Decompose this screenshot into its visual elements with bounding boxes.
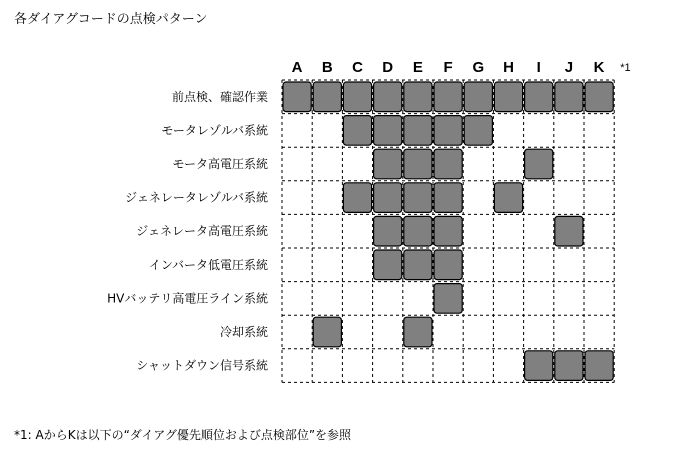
row-label: 冷却系統 <box>219 325 268 339</box>
row-label: ジェネレータレゾルバ系統 <box>125 190 268 205</box>
row-label: ジェネレータ高電圧系統 <box>136 224 268 239</box>
filled-cell-d <box>374 149 402 179</box>
filled-cell-f <box>434 116 462 146</box>
filled-cell-h <box>494 183 522 213</box>
filled-cell-d <box>374 250 402 280</box>
filled-cell-h <box>494 82 522 112</box>
filled-cell-e <box>404 216 432 246</box>
row-label: インバータ低電圧系統 <box>148 257 268 272</box>
filled-cell-i <box>525 351 553 381</box>
filled-cell-j <box>555 82 583 112</box>
footnote: *1: AからKは以下の“ダイアグ優先順位および点検部位”を参照 <box>14 428 352 442</box>
filled-cell-c <box>343 183 371 213</box>
column-label-b: B <box>321 59 333 76</box>
filled-cell-g <box>464 82 492 112</box>
filled-cell-k <box>585 82 613 112</box>
filled-cell-j <box>555 351 583 381</box>
filled-cell-f <box>434 250 462 280</box>
row-label: シャットダウン信号系統 <box>136 358 268 373</box>
row-label: モータ高電圧系統 <box>172 157 268 171</box>
filled-cell-f <box>434 216 462 246</box>
filled-cell-i <box>525 149 553 179</box>
filled-cell-j <box>555 216 583 246</box>
filled-cell-a <box>283 82 311 112</box>
row-label: モータレゾルバ系統 <box>161 123 268 138</box>
filled-cell-f <box>434 82 462 112</box>
filled-cell-f <box>434 183 462 213</box>
filled-cell-c <box>343 82 371 112</box>
column-label-f: F <box>443 59 453 76</box>
filled-cell-d <box>374 216 402 246</box>
filled-cell-e <box>404 82 432 112</box>
filled-cell-d <box>374 183 402 213</box>
column-label-h: H <box>503 59 514 76</box>
filled-cell-f <box>434 284 462 314</box>
filled-cell-e <box>404 250 432 280</box>
column-label-i: I <box>536 59 541 76</box>
filled-cell-d <box>374 116 402 146</box>
filled-cell-c <box>343 116 371 146</box>
column-label-k: K <box>593 59 605 76</box>
filled-cell-k <box>585 351 613 381</box>
column-label-g: G <box>472 59 485 76</box>
filled-cell-i <box>525 82 553 112</box>
filled-cell-e <box>404 149 432 179</box>
column-label-e: E <box>412 59 423 76</box>
filled-cell-e <box>404 183 432 213</box>
column-label-d: D <box>382 59 394 76</box>
filled-cell-b <box>313 82 341 112</box>
filled-cell-f <box>434 149 462 179</box>
filled-cell-d <box>374 82 402 112</box>
filled-cell-g <box>464 116 492 146</box>
filled-cell-e <box>404 116 432 146</box>
column-note: *1 <box>620 62 631 74</box>
row-label: HVバッテリ高電圧ライン系統 <box>107 291 268 306</box>
column-label-c: C <box>352 59 363 76</box>
filled-cell-b <box>313 317 341 347</box>
row-label: 前点検、確認作業 <box>171 89 268 104</box>
column-label-j: J <box>564 59 574 76</box>
column-label-a: A <box>291 59 303 76</box>
page-title: 各ダイアグコードの点検パターン <box>14 12 208 27</box>
filled-cell-e <box>404 317 432 347</box>
